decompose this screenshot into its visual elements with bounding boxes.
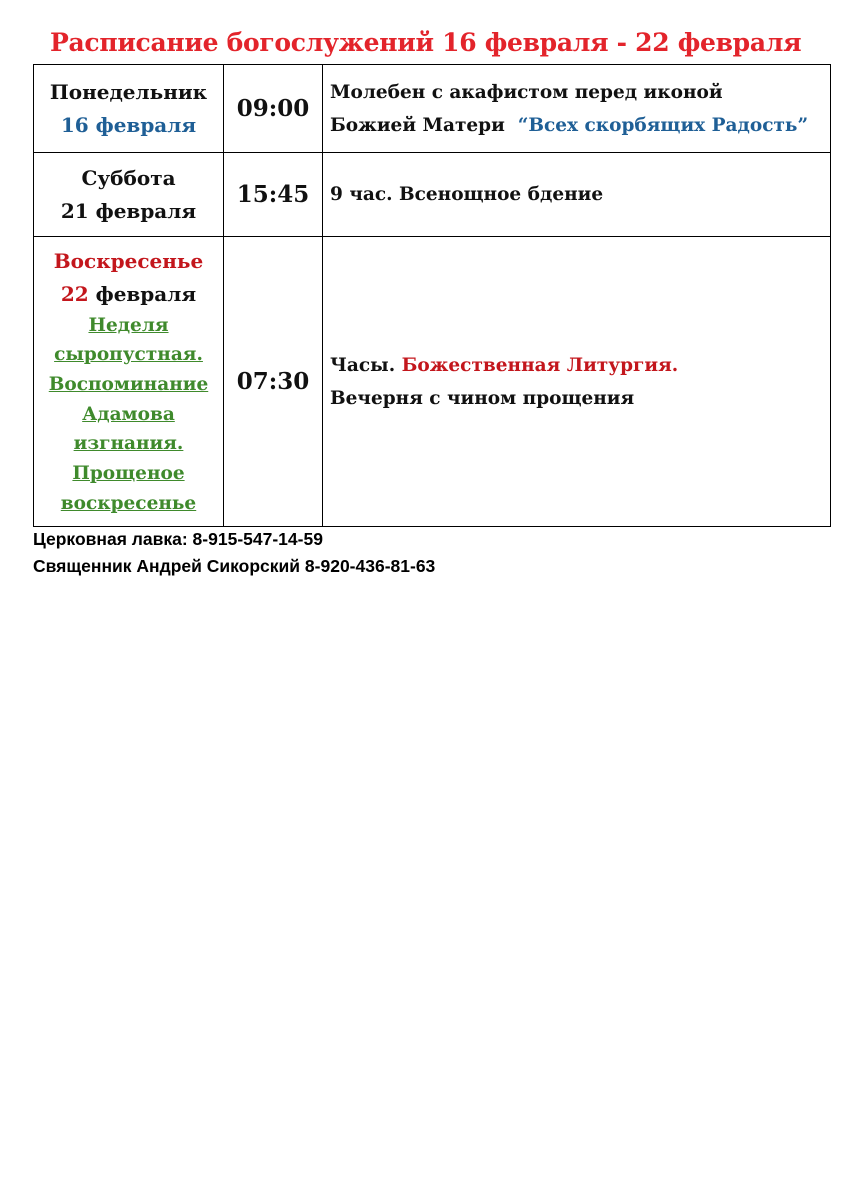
service-description [323, 153, 831, 237]
priest-contact: Священник Андрей Сикорский 8-920-436-81-63 [33, 556, 436, 576]
feast-note: Неделя [88, 314, 169, 336]
day-name: Суббота [81, 165, 176, 190]
icon-name: “Всех скорбящих Радость” [517, 114, 809, 136]
time-cell: 07:30 [224, 237, 323, 527]
feast-note: сыропустная. [54, 344, 203, 366]
desc-text: Часы. [330, 354, 402, 376]
day-cell [34, 65, 224, 153]
day-date: 16 февраля [60, 112, 197, 137]
day-date-month: февраля [88, 281, 197, 306]
desc-line [330, 349, 830, 382]
desc-line [330, 109, 830, 142]
page-title: Расписание богослужений 16 февраля - 22 февраля [50, 28, 802, 57]
feast-note: воскресенье [60, 492, 197, 514]
desc-line: Молебен с акафистом перед иконой [330, 81, 723, 103]
time-cell: 09:00 [224, 65, 323, 153]
day-cell [34, 153, 224, 237]
desc-line: 9 час. Всенощное бдение [330, 184, 604, 205]
feast-note: изгнания. [73, 433, 184, 455]
desc-line: Вечерня с чином прощения [330, 387, 635, 409]
liturgy-text: Божественная Литургия. [401, 354, 679, 376]
day-date: 21 февраля [60, 198, 197, 223]
feast-note: Прощеное [72, 463, 185, 485]
day-date [34, 278, 223, 311]
table-row [34, 65, 831, 153]
feast-note: Воспоминание [48, 373, 209, 395]
service-description [323, 237, 831, 527]
day-name: Воскресенье [53, 248, 204, 273]
church-shop-contact: Церковная лавка: 8-915-547-14-59 [33, 529, 323, 549]
table-row [34, 153, 831, 237]
time-cell: 15:45 [224, 153, 323, 237]
schedule-table [33, 64, 831, 527]
desc-text: Божией Матери [330, 114, 518, 136]
day-name: Понедельник [49, 79, 208, 104]
day-cell [34, 237, 224, 527]
service-description [323, 65, 831, 153]
feast-note: Адамова [82, 403, 175, 425]
day-date-number: 22 [60, 281, 89, 306]
table-row [34, 237, 831, 527]
